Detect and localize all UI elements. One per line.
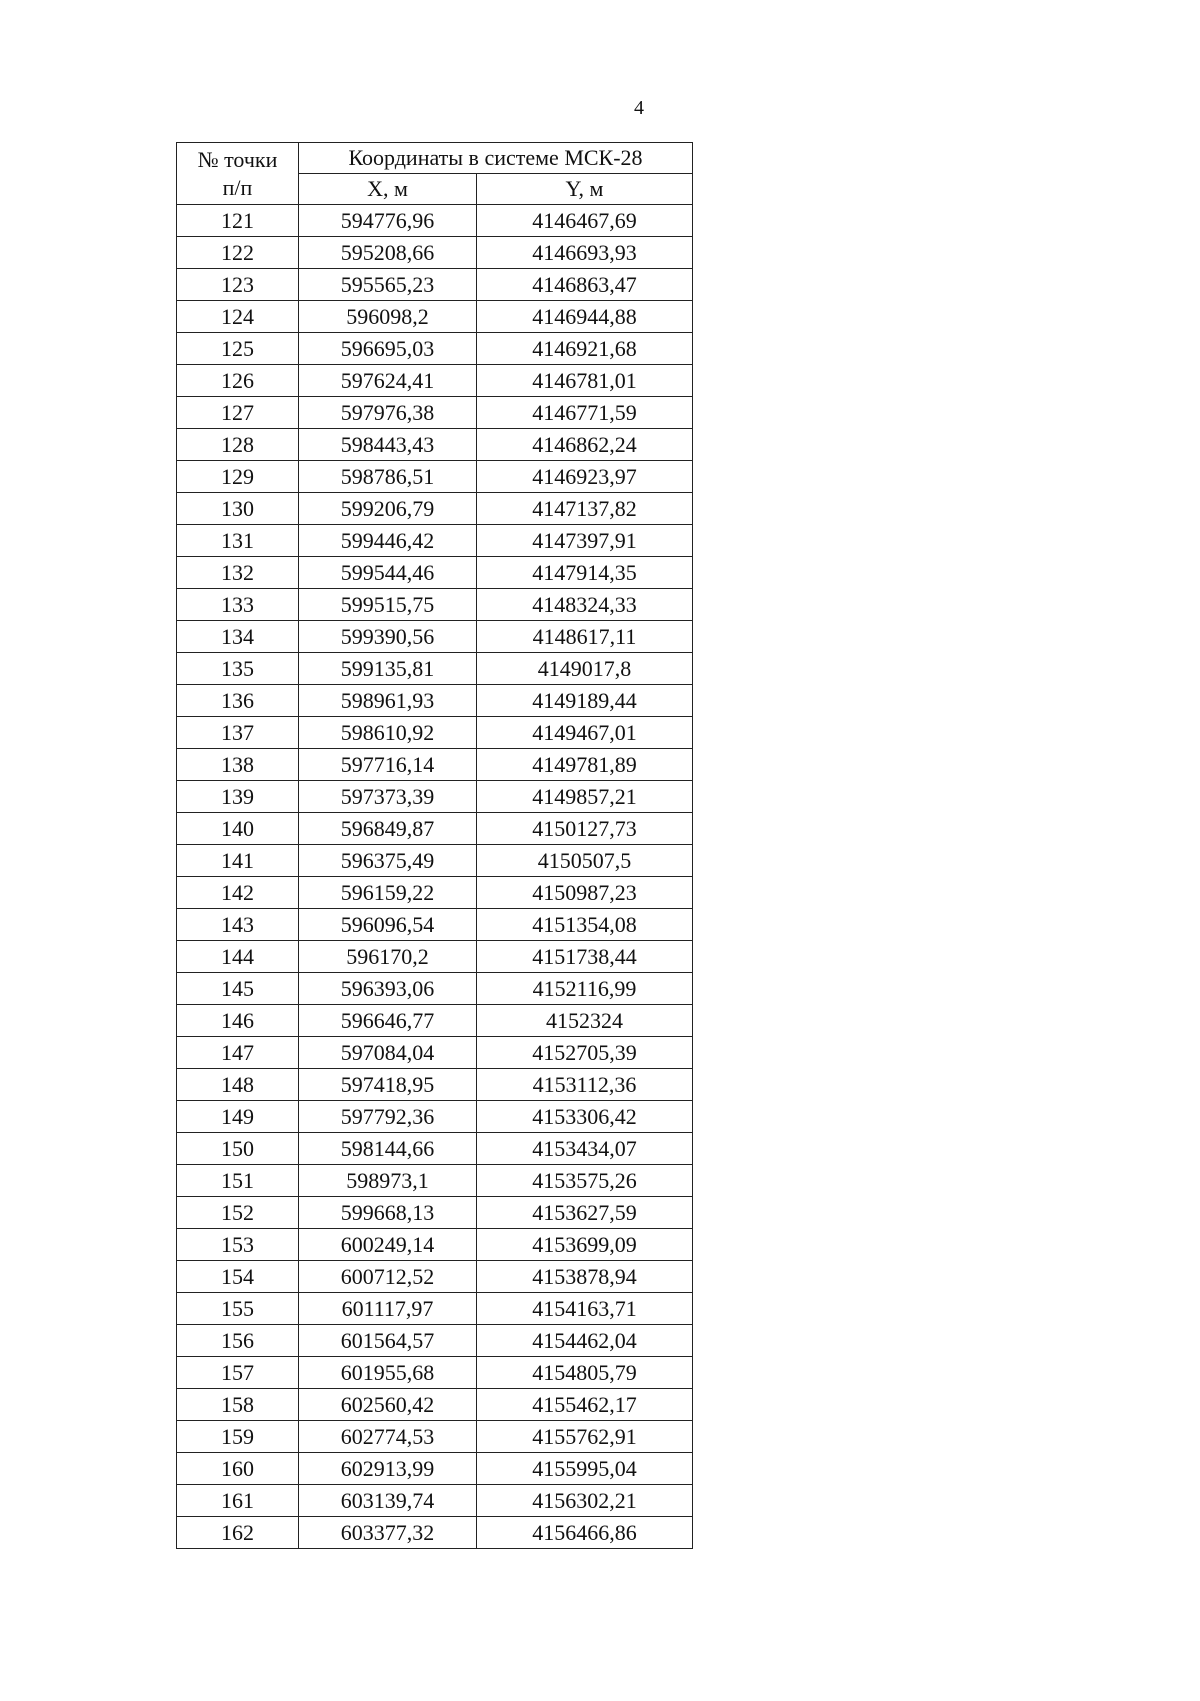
y-coordinate-cell: 4148617,11 — [477, 621, 693, 653]
point-number-cell: 127 — [177, 397, 299, 429]
x-coordinate-cell: 595565,23 — [299, 269, 477, 301]
table-row — [177, 1165, 693, 1197]
table-row — [177, 781, 693, 813]
table-row — [177, 1037, 693, 1069]
y-coordinate-cell: 4155995,04 — [477, 1453, 693, 1485]
point-number-cell: 157 — [177, 1357, 299, 1389]
point-number-cell: 153 — [177, 1229, 299, 1261]
point-number-header — [177, 143, 299, 205]
x-coordinate-cell: 597373,39 — [299, 781, 477, 813]
table-row — [177, 1421, 693, 1453]
x-coordinate-cell: 598973,1 — [299, 1165, 477, 1197]
y-coordinate-cell: 4146467,69 — [477, 205, 693, 237]
x-coordinate-cell: 599135,81 — [299, 653, 477, 685]
point-number-cell: 136 — [177, 685, 299, 717]
table-row — [177, 749, 693, 781]
table-row — [177, 1325, 693, 1357]
table-row — [177, 1485, 693, 1517]
table-row — [177, 493, 693, 525]
x-coordinate-cell: 597716,14 — [299, 749, 477, 781]
y-coordinate-cell: 4146771,59 — [477, 397, 693, 429]
point-number-cell: 148 — [177, 1069, 299, 1101]
y-coordinate-cell: 4149781,89 — [477, 749, 693, 781]
table-row — [177, 813, 693, 845]
point-number-cell: 141 — [177, 845, 299, 877]
x-coordinate-cell: 602560,42 — [299, 1389, 477, 1421]
point-number-cell: 123 — [177, 269, 299, 301]
y-coordinate-cell: 4149017,8 — [477, 653, 693, 685]
y-coordinate-cell: 4146693,93 — [477, 237, 693, 269]
x-coordinate-cell: 599668,13 — [299, 1197, 477, 1229]
point-number-cell: 159 — [177, 1421, 299, 1453]
y-coordinate-cell: 4153699,09 — [477, 1229, 693, 1261]
point-number-cell: 143 — [177, 909, 299, 941]
point-number-header-line1: № точки — [197, 146, 278, 172]
y-coordinate-cell: 4147137,82 — [477, 493, 693, 525]
point-number-cell: 147 — [177, 1037, 299, 1069]
point-number-cell: 151 — [177, 1165, 299, 1197]
table-row — [177, 653, 693, 685]
x-coordinate-cell: 599446,42 — [299, 525, 477, 557]
x-coordinate-cell: 599544,46 — [299, 557, 477, 589]
x-coordinate-cell: 596098,2 — [299, 301, 477, 333]
y-coordinate-cell: 4153434,07 — [477, 1133, 693, 1165]
point-number-cell: 131 — [177, 525, 299, 557]
y-coordinate-cell: 4150507,5 — [477, 845, 693, 877]
table-row — [177, 1069, 693, 1101]
point-number-cell: 138 — [177, 749, 299, 781]
point-number-cell: 134 — [177, 621, 299, 653]
table-row — [177, 589, 693, 621]
x-coordinate-cell: 601117,97 — [299, 1293, 477, 1325]
x-coordinate-cell: 598610,92 — [299, 717, 477, 749]
x-coordinate-cell: 596849,87 — [299, 813, 477, 845]
x-coordinate-cell: 596375,49 — [299, 845, 477, 877]
point-number-cell: 122 — [177, 237, 299, 269]
coordinates-table — [176, 142, 693, 1549]
y-coordinate-cell: 4151738,44 — [477, 941, 693, 973]
x-coordinate-cell: 597624,41 — [299, 365, 477, 397]
table-row — [177, 397, 693, 429]
point-number-cell: 137 — [177, 717, 299, 749]
y-coordinate-cell: 4153627,59 — [477, 1197, 693, 1229]
y-coordinate-cell: 4153306,42 — [477, 1101, 693, 1133]
x-coordinate-cell: 601564,57 — [299, 1325, 477, 1357]
coordinates-system-header: Координаты в системе МСК-28 — [299, 143, 693, 174]
y-coordinate-cell: 4156302,21 — [477, 1485, 693, 1517]
table-row — [177, 1229, 693, 1261]
y-coordinate-cell: 4146862,24 — [477, 429, 693, 461]
table-row — [177, 1357, 693, 1389]
x-coordinate-cell: 598961,93 — [299, 685, 477, 717]
point-number-cell: 145 — [177, 973, 299, 1005]
table-row — [177, 1261, 693, 1293]
x-coordinate-cell: 596646,77 — [299, 1005, 477, 1037]
point-number-cell: 158 — [177, 1389, 299, 1421]
x-coordinate-cell: 603139,74 — [299, 1485, 477, 1517]
point-number-cell: 129 — [177, 461, 299, 493]
table-row — [177, 1453, 693, 1485]
x-coordinate-cell: 599390,56 — [299, 621, 477, 653]
table-row — [177, 685, 693, 717]
table-row — [177, 1101, 693, 1133]
table-row — [177, 941, 693, 973]
y-coordinate-cell: 4150987,23 — [477, 877, 693, 909]
y-coordinate-cell: 4153878,94 — [477, 1261, 693, 1293]
point-number-cell: 140 — [177, 813, 299, 845]
table-row — [177, 269, 693, 301]
x-coordinate-cell: 598144,66 — [299, 1133, 477, 1165]
y-coordinate-cell: 4153575,26 — [477, 1165, 693, 1197]
table-row — [177, 717, 693, 749]
x-coordinate-cell: 597792,36 — [299, 1101, 477, 1133]
table-row — [177, 1005, 693, 1037]
point-number-cell: 154 — [177, 1261, 299, 1293]
x-coordinate-cell: 596695,03 — [299, 333, 477, 365]
table-row — [177, 621, 693, 653]
y-coordinate-cell: 4146923,97 — [477, 461, 693, 493]
point-number-cell: 132 — [177, 557, 299, 589]
point-number-cell: 146 — [177, 1005, 299, 1037]
y-column-header: Y, м — [477, 174, 693, 205]
table-row — [177, 877, 693, 909]
point-number-cell: 121 — [177, 205, 299, 237]
table-row — [177, 909, 693, 941]
table-header — [177, 143, 693, 205]
y-coordinate-cell: 4150127,73 — [477, 813, 693, 845]
table-row — [177, 301, 693, 333]
x-coordinate-cell: 598786,51 — [299, 461, 477, 493]
table-body — [177, 205, 693, 1549]
y-coordinate-cell: 4149857,21 — [477, 781, 693, 813]
table-row — [177, 237, 693, 269]
x-coordinate-cell: 600712,52 — [299, 1261, 477, 1293]
y-coordinate-cell: 4148324,33 — [477, 589, 693, 621]
table-row — [177, 557, 693, 589]
point-number-cell: 125 — [177, 333, 299, 365]
table-row — [177, 429, 693, 461]
point-number-cell: 130 — [177, 493, 299, 525]
x-coordinate-cell: 594776,96 — [299, 205, 477, 237]
x-coordinate-cell: 596159,22 — [299, 877, 477, 909]
y-coordinate-cell: 4154462,04 — [477, 1325, 693, 1357]
point-number-cell: 162 — [177, 1517, 299, 1549]
x-coordinate-cell: 601955,68 — [299, 1357, 477, 1389]
y-coordinate-cell: 4153112,36 — [477, 1069, 693, 1101]
y-coordinate-cell: 4147914,35 — [477, 557, 693, 589]
y-coordinate-cell: 4154163,71 — [477, 1293, 693, 1325]
table-row — [177, 365, 693, 397]
y-coordinate-cell: 4154805,79 — [477, 1357, 693, 1389]
table-row — [177, 973, 693, 1005]
table-row — [177, 845, 693, 877]
x-coordinate-cell: 599206,79 — [299, 493, 477, 525]
y-coordinate-cell: 4152705,39 — [477, 1037, 693, 1069]
point-number-cell: 149 — [177, 1101, 299, 1133]
point-number-cell: 124 — [177, 301, 299, 333]
y-coordinate-cell: 4152116,99 — [477, 973, 693, 1005]
y-coordinate-cell: 4151354,08 — [477, 909, 693, 941]
y-coordinate-cell: 4155462,17 — [477, 1389, 693, 1421]
point-number-cell: 156 — [177, 1325, 299, 1357]
x-coordinate-cell: 603377,32 — [299, 1517, 477, 1549]
y-coordinate-cell: 4146781,01 — [477, 365, 693, 397]
table-row — [177, 1133, 693, 1165]
x-coordinate-cell: 596096,54 — [299, 909, 477, 941]
point-number-cell: 155 — [177, 1293, 299, 1325]
x-coordinate-cell: 596393,06 — [299, 973, 477, 1005]
point-number-cell: 144 — [177, 941, 299, 973]
y-coordinate-cell: 4146863,47 — [477, 269, 693, 301]
x-coordinate-cell: 600249,14 — [299, 1229, 477, 1261]
y-coordinate-cell: 4147397,91 — [477, 525, 693, 557]
y-coordinate-cell: 4149467,01 — [477, 717, 693, 749]
x-coordinate-cell: 596170,2 — [299, 941, 477, 973]
x-coordinate-cell: 597084,04 — [299, 1037, 477, 1069]
y-coordinate-cell: 4152324 — [477, 1005, 693, 1037]
x-coordinate-cell: 602913,99 — [299, 1453, 477, 1485]
point-number-cell: 139 — [177, 781, 299, 813]
y-coordinate-cell: 4146944,88 — [477, 301, 693, 333]
point-number-cell: 142 — [177, 877, 299, 909]
x-coordinate-cell: 598443,43 — [299, 429, 477, 461]
point-number-cell: 126 — [177, 365, 299, 397]
y-coordinate-cell: 4146921,68 — [477, 333, 693, 365]
point-number-header-line2: п/п — [222, 174, 253, 200]
x-column-header: X, м — [299, 174, 477, 205]
table-row — [177, 461, 693, 493]
x-coordinate-cell: 595208,66 — [299, 237, 477, 269]
y-coordinate-cell: 4155762,91 — [477, 1421, 693, 1453]
table-row — [177, 1197, 693, 1229]
point-number-cell: 135 — [177, 653, 299, 685]
x-coordinate-cell: 597418,95 — [299, 1069, 477, 1101]
x-coordinate-cell: 597976,38 — [299, 397, 477, 429]
point-number-cell: 160 — [177, 1453, 299, 1485]
y-coordinate-cell: 4156466,86 — [477, 1517, 693, 1549]
y-coordinate-cell: 4149189,44 — [477, 685, 693, 717]
table-row — [177, 1293, 693, 1325]
table-row — [177, 205, 693, 237]
table-row — [177, 525, 693, 557]
table-row — [177, 1517, 693, 1549]
point-number-cell: 150 — [177, 1133, 299, 1165]
point-number-cell: 152 — [177, 1197, 299, 1229]
table-row — [177, 1389, 693, 1421]
point-number-cell: 161 — [177, 1485, 299, 1517]
page-number: 4 — [634, 97, 644, 119]
x-coordinate-cell: 599515,75 — [299, 589, 477, 621]
x-coordinate-cell: 602774,53 — [299, 1421, 477, 1453]
table-row — [177, 333, 693, 365]
point-number-cell: 133 — [177, 589, 299, 621]
point-number-cell: 128 — [177, 429, 299, 461]
